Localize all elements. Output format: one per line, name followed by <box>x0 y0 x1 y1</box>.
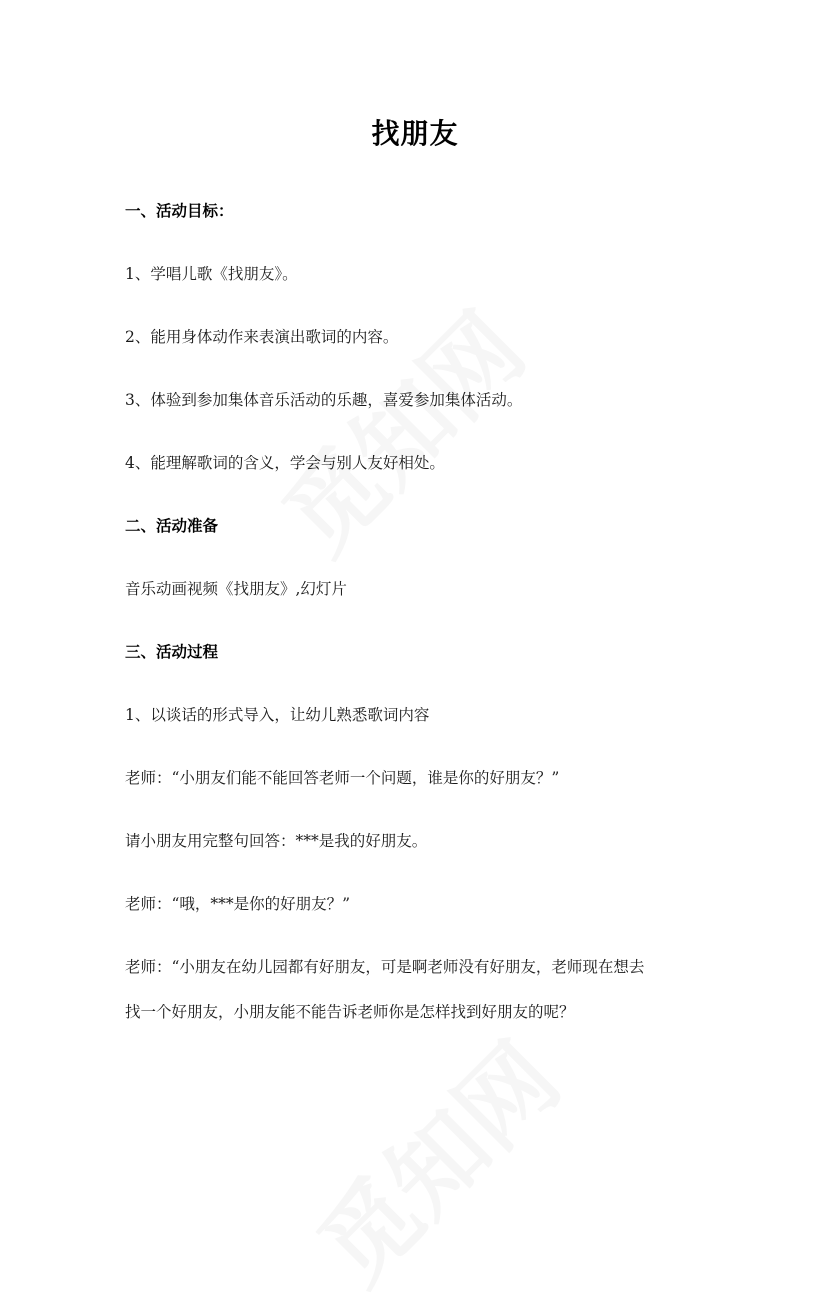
section-heading: 三、活动过程 <box>125 642 219 661</box>
list-item: 老师：“小朋友们能不能回答老师一个问题，谁是你的好朋友？” <box>125 769 560 787</box>
list-item: 2、能用身体动作来表演出歌词的内容。 <box>125 328 399 346</box>
list-item: 3、体验到参加集体音乐活动的乐趣，喜爱参加集体活动。 <box>125 391 523 409</box>
list-item: 请小朋友用完整句回答：***是我的好朋友。 <box>125 832 428 850</box>
list-item: 老师：“哦，***是你的好朋友？” <box>125 895 351 913</box>
list-item: 4、能理解歌词的含义，学会与别人友好相处。 <box>125 454 445 472</box>
section-heading: 一、活动目标： <box>125 201 234 220</box>
watermark <box>249 278 550 579</box>
list-item: 1、学唱儿歌《找朋友》。 <box>125 265 298 283</box>
watermark <box>284 1008 585 1309</box>
page-title: 找朋友 <box>371 117 459 150</box>
list-item: 1、以谈话的形式导入，让幼儿熟悉歌词内容 <box>125 706 430 724</box>
list-item: 找一个好朋友，小朋友能不能告诉老师你是怎样找到好朋友的呢？ <box>125 1003 575 1021</box>
section-heading: 二、活动准备 <box>125 516 219 535</box>
list-item: 音乐动画视频《找朋友》,幻灯片 <box>125 580 347 598</box>
list-item: 老师：“小朋友在幼儿园都有好朋友，可是啊老师没有好朋友，老师现在想去 <box>125 958 645 976</box>
